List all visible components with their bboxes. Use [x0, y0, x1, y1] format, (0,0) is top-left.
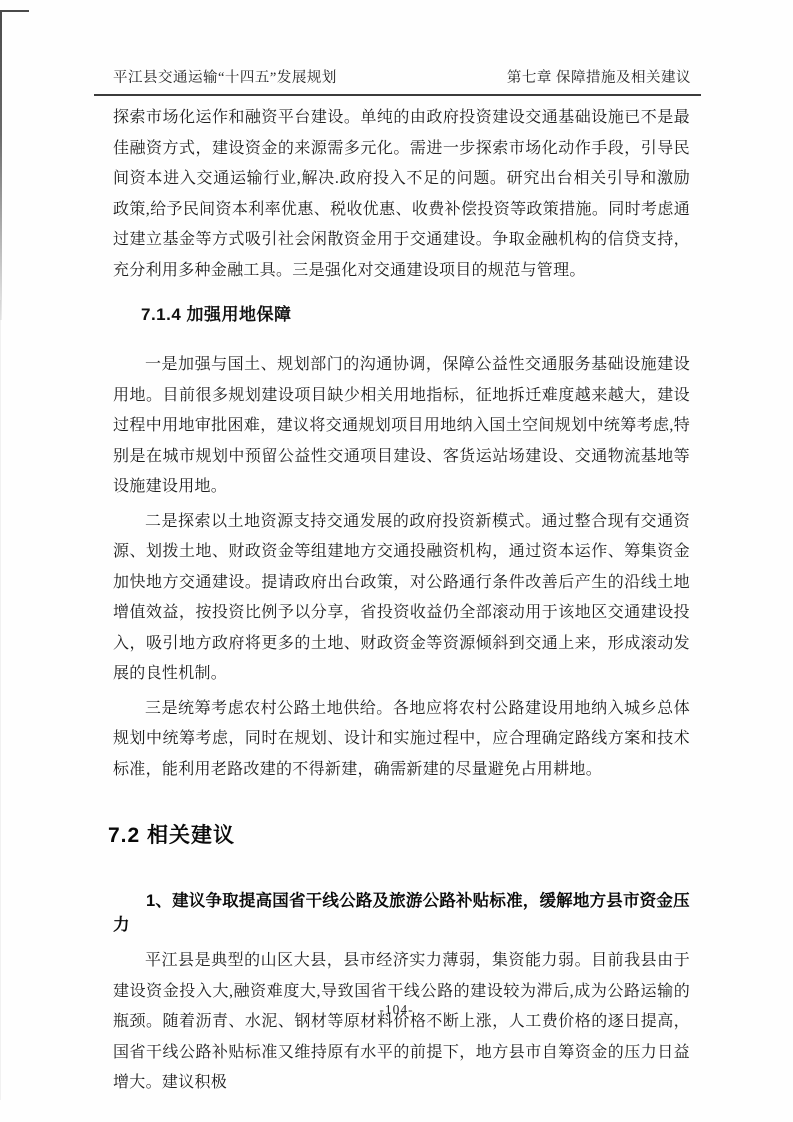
scan-artifact-vertical-line	[0, 10, 2, 320]
document-body	[108, 98, 690, 1099]
page-header	[94, 66, 701, 96]
header-chapter-title: 第七章 保障措施及相关建议	[506, 70, 691, 86]
scan-artifact-faint-edge	[0, 300, 1, 1100]
paragraph-land-point-three: 三是统筹考虑农村公路土地供给。各地应将农村公路建设用地纳入城乡总体规划中统筹考虑，同时在规划、设计和实施过程中，应合理确定路线方案和技术标准，能利用老路改建的不得新建，确需新建的尽量避免占用耕地。	[113, 699, 690, 778]
header-document-title: 平江县交通运输“十四五”发展规划	[113, 70, 337, 86]
suggestion-1-title: 1、建议争取提高国省干线公路及旅游公路补贴标准，缓解地方县市资金压力	[113, 892, 690, 934]
page-number: -104-	[379, 1002, 414, 1017]
paragraph-pingjiang-county: 平江县是典型的山区大县，县市经济实力薄弱，集资能力弱。目前我县由于建设资金投入大,融资难度大,导致国省干线公路的建设较为滞后,成为公路运输的瓶颈。随着沥青、水泥、钢材等原材料价格不断上涨，人工费价格的逐日提高，国省干线公路补贴标准又维持原有水平的前提下，地方县市自筹资金的压力日益增大。建议积极	[113, 952, 690, 1091]
paragraph-land-point-one: 一是加强与国土、规划部门的沟通协调，保障公益性交通服务基础设施建设用地。目前很多规划建设项目缺少相关用地指标，征地拆迁难度越来越大，建设过程中用地审批困难，建议将交通规划项目用地纳入国土空间规划中统筹考虑,特别是在城市规划中预留公益性交通项目建设、客货运站场建设、交通物流基地等设施建设用地。	[113, 356, 690, 495]
page-footer	[0, 1002, 793, 1018]
paragraph-financing-continuation: 探索市场化运作和融资平台建设。单纯的由政府投资建设交通基础设施已不是最佳融资方式，建设资金的来源需多元化。需进一步探索市场化动作手段，引导民间资本进入交通运输行业,解决.政府投入不足的问题。研究出台相关引导和激励政策,给予民间资本利率优惠、税收优惠、收费补偿投资等政策措施。同时考虑通过建立基金等方式吸引社会闲散资金用于交通建设。争取金融机构的信贷支持，充分利用多种金融工具。三是强化对交通建设项目的规范与管理。	[113, 109, 690, 279]
heading-7-1-4-land-guarantee: 7.1.4 加强用地保障	[141, 305, 292, 324]
scan-artifact-horizontal-line	[0, 10, 29, 12]
heading-7-2-suggestions: 7.2 相关建议	[108, 824, 236, 847]
paragraph-land-point-two: 二是探索以土地资源支持交通发展的政府投资新模式。通过整合现有交通资源、划拨土地、财政资金等组建地方交通投融资机构，通过资本运作、筹集资金加快地方交通建设。提请政府出台政策，对公路通行条件改善后产生的沿线土地增值效益，按投资比例予以分享，省投资收益仍全部滚动用于该地区交通建设投入，吸引地方政府将更多的土地、财政资金等资源倾斜到交通上来，形成滚动发展的良性机制。	[113, 512, 690, 682]
